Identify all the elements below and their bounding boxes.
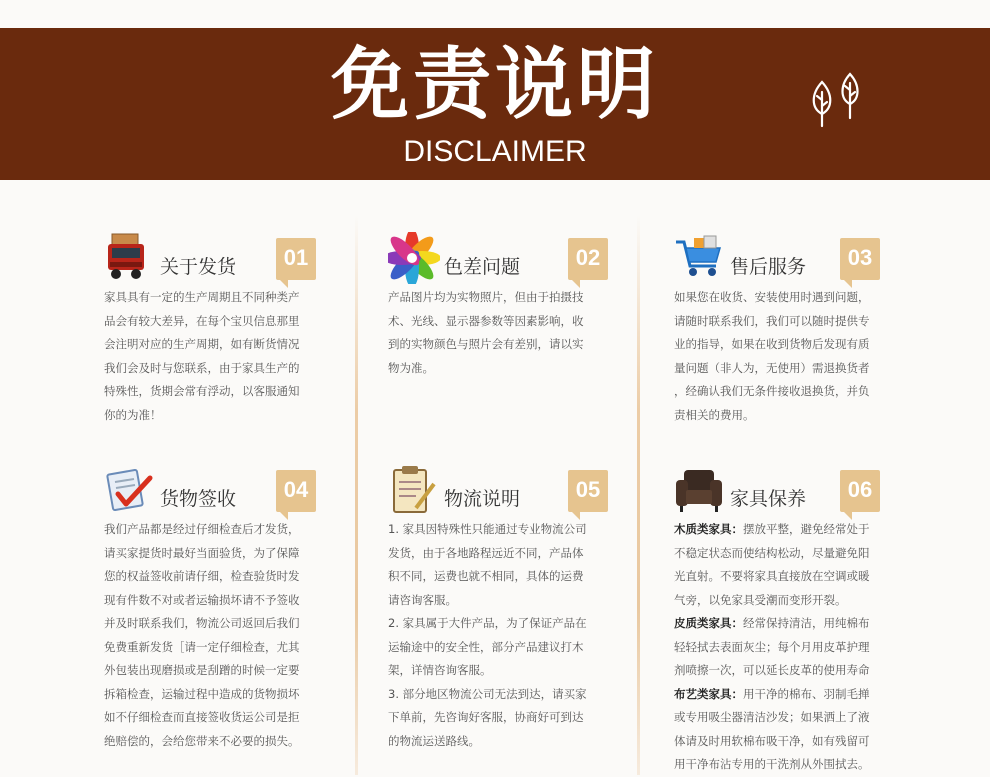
text-line: 2. 家具属于大件产品，为了保证产品在	[388, 616, 587, 630]
paragraph-label: 皮质类家具：	[674, 616, 743, 630]
card-title: 色差问题	[444, 256, 521, 278]
text-line: ，经确认我们无条件接收退换货，并负	[674, 384, 870, 398]
text-line: 到的实物颜色与照片会有差别，请以实	[388, 337, 584, 351]
text-line: 剂喷擦一次，可以延长皮革的使用寿命	[674, 663, 870, 677]
text-line: 免费重新发货［请一定仔细检查，尤其	[104, 639, 300, 654]
text-line: 会注明对应的生产周期，如有断货情况	[104, 337, 300, 351]
text-line: 产品图片均为实物照片，但由于拍摄技	[388, 290, 584, 304]
text-line: 您的权益签收前请仔细，检查验货时发	[104, 569, 300, 583]
text-line: 你的为准！	[104, 407, 162, 422]
card-text	[674, 286, 902, 427]
text-line: 光直射。不要将家具直接放在空调或暖	[674, 569, 870, 583]
text-line: 气旁，以免家具受潮而变形开裂。	[674, 592, 847, 607]
text-line: 绝赔偿的，会给您带来不必要的损失。	[104, 733, 300, 748]
text-line: 我们产品都是经过仔细检查后才发货，	[104, 522, 300, 536]
clipboard-check-icon	[104, 464, 156, 516]
text-line: 如果您在收货、安装使用时遇到问题，	[674, 290, 870, 304]
text-line: 发货，由于各地路程远近不同，产品体	[388, 545, 584, 560]
text-line: 架，详情咨询客服。	[388, 663, 492, 677]
card-goods-receipt	[104, 464, 334, 764]
text-line: 品会有较大差异，在每个宝贝信息那里	[104, 313, 300, 328]
text-line: 或专用吸尘器清洁沙发；如果洒上了液	[674, 710, 870, 724]
text-line: 业的指导，如果在收到货物后发现有质	[674, 337, 870, 351]
text-line: 特殊性，货期会常有浮动，以客服通知	[104, 384, 300, 398]
text-span: 用干净的棉布、羽制毛掸	[743, 686, 870, 701]
paragraph-label: 布艺类家具：	[674, 686, 743, 701]
disclaimer-banner	[0, 28, 990, 180]
number-badge: 04	[276, 470, 316, 512]
number-badge: 05	[568, 470, 608, 512]
text-line: 积不同，运费也就不相同，具体的运费	[388, 569, 584, 583]
text-line: 体请及时用软棉布吸干净，如有残留可	[674, 733, 870, 748]
card-text	[104, 518, 332, 753]
card-title: 货物签收	[160, 488, 237, 510]
card-text	[388, 518, 616, 753]
column-divider	[355, 215, 358, 775]
column-divider	[637, 215, 640, 775]
card-logistics	[388, 464, 618, 764]
text-line: 家具具有一定的生产周期且不同种类产	[104, 290, 300, 304]
card-title: 家具保养	[730, 488, 807, 510]
trees-icon	[806, 72, 868, 128]
text-line: 术、光线、显示器参数等因素影响，收	[388, 313, 584, 328]
card-title: 物流说明	[444, 488, 521, 510]
text-line: 1. 家具因特殊性只能通过专业物流公司	[388, 522, 587, 536]
card-shipping	[104, 232, 334, 442]
card-text	[104, 286, 332, 427]
text-line: 责相关的费用。	[674, 407, 755, 422]
shopping-cart-icon	[674, 232, 726, 284]
text-line: 如不仔细检查而直接签收货运公司是拒	[104, 710, 300, 724]
text-line: 请买家提货时最好当面验货，为了保障	[104, 545, 300, 560]
truck-icon	[104, 232, 156, 284]
text-line: 的物流运送路线。	[388, 733, 480, 748]
text-line: 3. 部分地区物流公司无法到达，请买家	[388, 686, 587, 701]
number-badge: 02	[568, 238, 608, 280]
text-line	[674, 612, 902, 636]
text-line: 下单前，先咨询好客服，协商好可到达	[388, 710, 584, 724]
number-badge: 03	[840, 238, 880, 280]
number-badge: 06	[840, 470, 880, 512]
card-text	[674, 518, 902, 777]
text-line: 现有件数不对或者运输损坏请不予签收	[104, 592, 300, 607]
text-line: 量问题（非人为，无使用）需退换货者	[674, 360, 870, 375]
text-line: 并及时联系我们，物流公司返回后我们	[104, 616, 300, 630]
notepad-icon	[388, 464, 440, 516]
text-line: 运输途中的安全性，部分产品建议打木	[388, 639, 584, 654]
banner-subtitle: DISCLAIMER	[403, 135, 587, 168]
card-title: 售后服务	[730, 256, 807, 278]
text-line: 物为准。	[388, 360, 434, 375]
text-line: 轻轻拭去表面灰尘；每个月用皮革护理	[674, 639, 870, 654]
color-palette-icon	[388, 232, 440, 284]
card-furniture-care	[674, 464, 904, 769]
card-text	[388, 286, 616, 380]
text-line	[674, 683, 902, 707]
armchair-icon	[674, 464, 726, 516]
text-line: 用干净布沾专用的干洗剂从外围拭去。	[674, 757, 870, 771]
text-line: 请随时联系我们，我们可以随时提供专	[674, 313, 870, 328]
card-title: 关于发货	[160, 256, 237, 278]
text-line: 外包装出现磨损或是刮蹭的时候一定要	[104, 663, 300, 677]
text-line: 请咨询客服。	[388, 592, 457, 607]
paragraph-label: 木质类家具：	[674, 522, 743, 536]
text-line	[674, 518, 902, 542]
text-line: 我们会及时与您联系，由于家具生产的	[104, 360, 300, 375]
text-span: 摆放平整，避免经常处于	[743, 522, 870, 536]
text-line: 拆箱检查，运输过程中造成的货物损坏	[104, 686, 300, 701]
text-line: 不稳定状态而使结构松动，尽量避免阳	[674, 545, 870, 560]
number-badge: 01	[276, 238, 316, 280]
text-span: 经常保持清洁，用纯棉布	[743, 616, 870, 630]
card-color-difference	[388, 232, 618, 402]
banner-title: 免责说明	[330, 40, 659, 130]
card-after-sales	[674, 232, 904, 442]
